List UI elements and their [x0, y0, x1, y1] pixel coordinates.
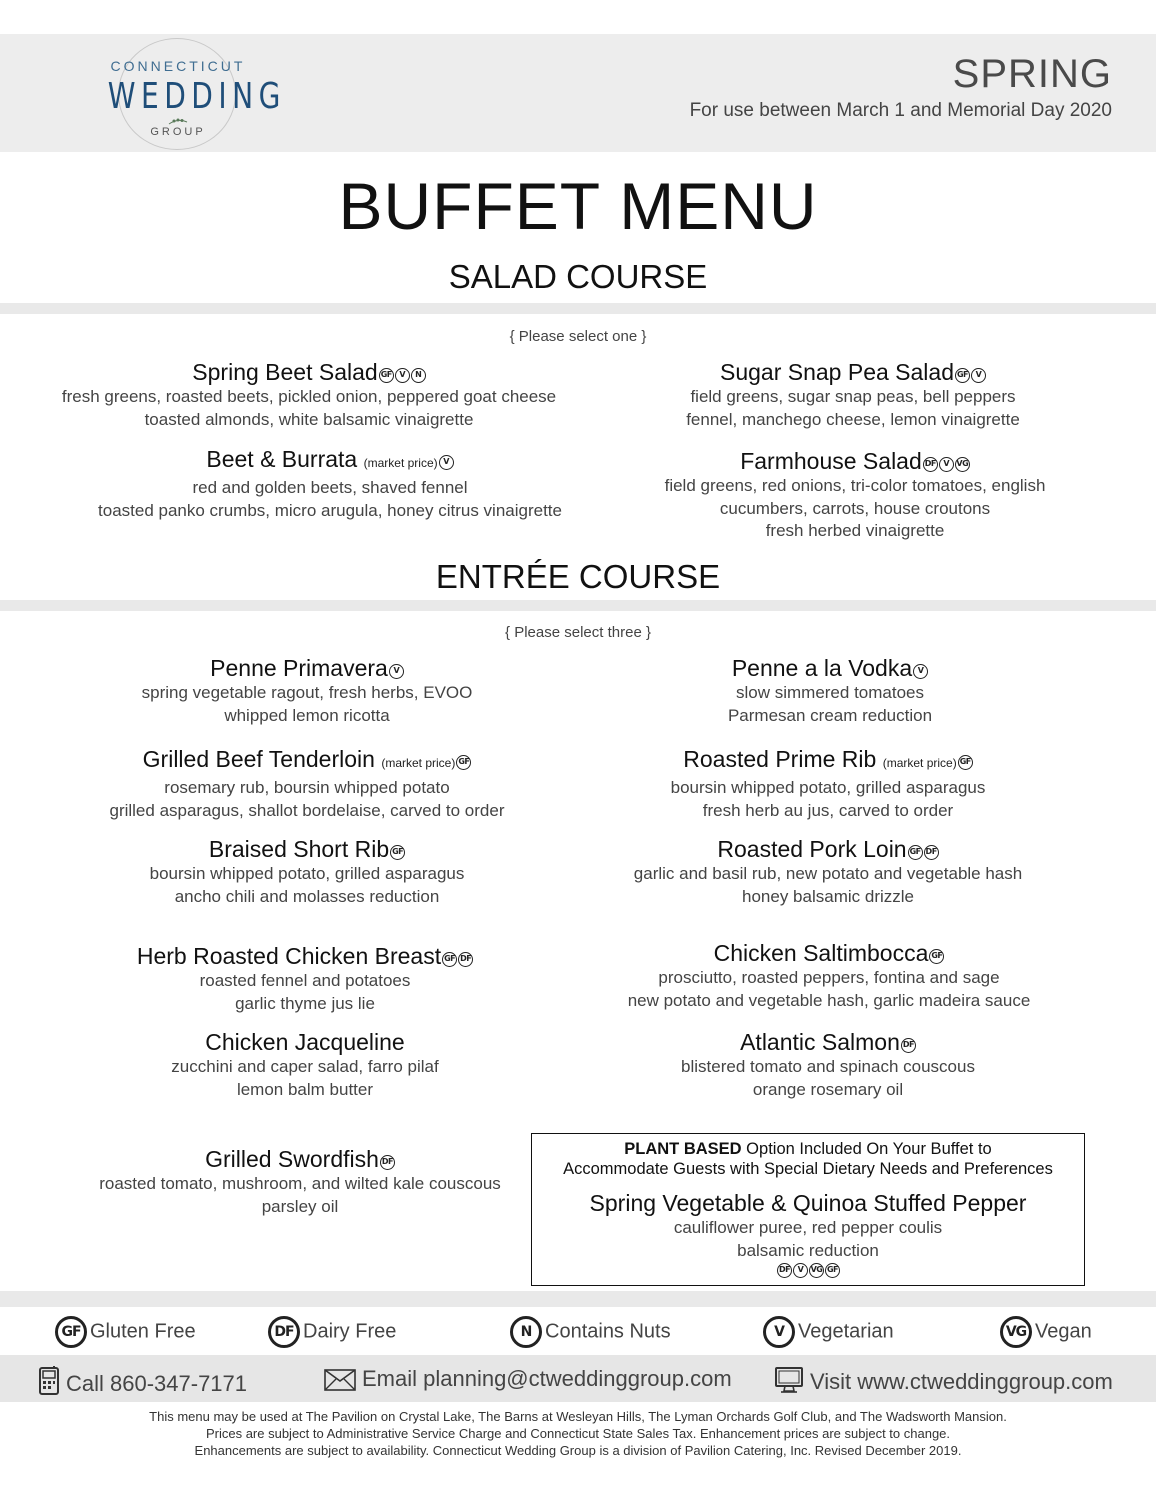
- salad-course-divider: [0, 303, 1156, 314]
- legend-label: Gluten Free: [90, 1320, 196, 1343]
- entree-select-note: { Please select three }: [505, 624, 651, 641]
- n-badge-icon: N: [510, 1316, 542, 1348]
- item-description-line: rosemary rub, boursin whipped potato: [164, 778, 450, 797]
- entree-item-title: [528, 745, 1128, 777]
- plant-item-desc-2: balsamic reduction: [737, 1240, 879, 1260]
- salad-item-sugar-snap-pea-salad: [553, 358, 1153, 431]
- item-description-line: roasted fennel and potatoes: [199, 971, 411, 990]
- season-name: SPRING: [952, 52, 1112, 96]
- item-description-line: field greens, sugar snap peas, bell peppers: [690, 387, 1016, 406]
- gf-badge-icon: GF: [55, 1316, 87, 1348]
- salad-item-title: [30, 445, 630, 477]
- item-name: Roasted Pork Loin: [717, 836, 907, 862]
- item-name: Penne Primavera: [210, 655, 388, 681]
- vg-badge-icon: VG: [1000, 1316, 1032, 1348]
- item-description-line: field greens, red onions, tri-color tomatoes, english: [664, 476, 1046, 495]
- item-description-line: fresh herbed vinaigrette: [765, 521, 945, 540]
- legend-label: Vegan: [1035, 1320, 1092, 1343]
- contact-email: [324, 1366, 732, 1392]
- v-badge-icon: V: [939, 457, 954, 472]
- phone-icon: [38, 1366, 60, 1396]
- df-badge-icon: DF: [924, 845, 939, 860]
- gf-badge-icon: GF: [442, 952, 457, 967]
- entree-item-penne-primavera: [7, 654, 607, 727]
- legend-vegan: [1000, 1316, 1092, 1348]
- company-logo: [88, 38, 286, 150]
- item-description-line: blistered tomato and spinach couscous: [681, 1057, 975, 1076]
- header-band: [0, 34, 1156, 152]
- item-description-line: toasted almonds, white balsamic vinaigrette: [144, 409, 474, 429]
- df-badge-icon: DF: [901, 1038, 916, 1053]
- item-name: Grilled Beef Tenderloin: [142, 746, 375, 772]
- entree-item-braised-short-rib: [7, 835, 607, 908]
- entree-item-title: [7, 654, 607, 682]
- gf-badge-icon: GF: [929, 949, 944, 964]
- contact-visit: [774, 1366, 1113, 1395]
- item-name: Atlantic Salmon: [740, 1029, 900, 1055]
- item-description-line: new potato and vegetable hash, garlic madeira sauce: [627, 990, 1031, 1010]
- item-description-line: ancho chili and molasses reduction: [174, 886, 440, 906]
- item-description-line: roasted tomato, mushroom, and wilted kale couscous: [99, 1174, 501, 1193]
- footer-line-2: Prices are subject to Administrative Service Charge and Connecticut State Sales Tax. Enhancement prices are subject to change.: [205, 1426, 951, 1441]
- logo-bottom-text: GROUP: [150, 126, 206, 138]
- entree-item-penne-a-la-vodka: [530, 654, 1130, 727]
- gf-badge-icon: GF: [825, 1263, 840, 1278]
- entree-item-grilled-beef-tenderloin: [7, 745, 607, 822]
- item-name: Chicken Jacqueline: [205, 1029, 405, 1055]
- item-description-line: garlic thyme jus lie: [235, 993, 375, 1013]
- plant-item-badges: [532, 1262, 1084, 1280]
- footer-line-3: Enhancements are subject to availability. Connecticut Wedding Group is a division of Pavilion Catering, Inc. Revised December 2019.: [194, 1443, 962, 1458]
- market-price-note: (market price): [381, 756, 456, 770]
- entree-item-herb-roasted-chicken-breast: [5, 942, 605, 1015]
- legend-divider: [0, 1291, 1156, 1307]
- item-description-line: fresh greens, roasted beets, pickled onion, peppered goat cheese: [61, 387, 557, 406]
- legend-label: Dairy Free: [303, 1320, 397, 1343]
- item-name: Roasted Prime Rib: [683, 746, 877, 772]
- entree-item-title: [528, 835, 1128, 863]
- legend-vegetarian: [763, 1316, 894, 1348]
- envelope-icon: [324, 1369, 356, 1391]
- market-price-note: (market price): [882, 756, 957, 770]
- contact-email-text[interactable]: Email planning@ctweddinggroup.com: [362, 1366, 732, 1391]
- season-range: For use between March 1 and Memorial Day 2020: [689, 100, 1112, 121]
- df-badge-icon: DF: [458, 952, 473, 967]
- plant-based-box: [531, 1133, 1085, 1286]
- item-description-line: orange rosemary oil: [752, 1079, 904, 1099]
- salad-item-farmhouse-salad: [555, 447, 1155, 543]
- entree-item-title: [5, 942, 605, 970]
- sprig-icon: [168, 116, 188, 126]
- entree-item-roasted-prime-rib: [528, 745, 1128, 822]
- legend-gluten-free: [55, 1316, 196, 1348]
- entree-item-atlantic-salmon: [528, 1028, 1128, 1101]
- item-description-line: zucchini and caper salad, farro pilaf: [171, 1057, 439, 1076]
- item-name: Spring Beet Salad: [192, 359, 378, 385]
- plant-intro-line-2: Accommodate Guests with Special Dietary Needs and Preferences: [563, 1159, 1053, 1178]
- gf-badge-icon: GF: [958, 755, 973, 770]
- page-title: BUFFET MENU: [338, 169, 818, 243]
- plant-intro-line-1: [532, 1140, 1084, 1160]
- legend-dairy-free: [268, 1316, 396, 1348]
- contact-call: [38, 1366, 247, 1397]
- contact-call-text[interactable]: Call 860-347-7171: [66, 1371, 248, 1396]
- item-description-line: honey balsamic drizzle: [742, 886, 914, 906]
- entree-item-roasted-pork-loin: [528, 835, 1128, 908]
- entree-item-grilled-swordfish: [0, 1145, 600, 1218]
- entree-item-title: [7, 745, 607, 777]
- entree-item-title: [529, 939, 1129, 967]
- item-description-line: red and golden beets, shaved fennel: [192, 478, 468, 497]
- salad-item-title: [9, 358, 609, 386]
- salad-item-title: [555, 447, 1155, 475]
- salad-course-heading: SALAD COURSE: [448, 258, 708, 295]
- vg-badge-icon: VG: [955, 457, 970, 472]
- item-description-line: boursin whipped potato, grilled asparagus: [149, 864, 465, 883]
- legend-label: Vegetarian: [798, 1320, 894, 1343]
- gf-badge-icon: GF: [908, 845, 923, 860]
- item-name: Chicken Saltimbocca: [713, 940, 929, 966]
- entree-item-title: [5, 1028, 605, 1056]
- item-name: Sugar Snap Pea Salad: [719, 359, 954, 385]
- item-description-line: fresh herb au jus, carved to order: [702, 800, 954, 820]
- item-name: Grilled Swordfish: [205, 1146, 379, 1172]
- item-description-line: whipped lemon ricotta: [224, 705, 390, 725]
- legend-label: Contains Nuts: [545, 1320, 671, 1343]
- df-badge-icon: DF: [777, 1263, 792, 1278]
- item-name: Braised Short Rib: [208, 836, 390, 862]
- gf-badge-icon: GF: [379, 368, 394, 383]
- item-name: Beet & Burrata: [206, 446, 358, 472]
- salad-item-title: [553, 358, 1153, 386]
- item-description-line: parsley oil: [261, 1196, 339, 1216]
- entree-item-title: [530, 654, 1130, 682]
- v-badge-icon: V: [395, 368, 410, 383]
- item-description-line: toasted panko crumbs, micro arugula, honey citrus vinaigrette: [98, 500, 562, 520]
- entree-item-title: [528, 1028, 1128, 1056]
- item-description-line: prosciutto, roasted peppers, fontina and sage: [658, 968, 1000, 987]
- v-badge-icon: V: [763, 1316, 795, 1348]
- contact-visit-text[interactable]: Visit www.ctweddinggroup.com: [810, 1369, 1113, 1394]
- gf-badge-icon: GF: [955, 368, 970, 383]
- item-description-line: garlic and basil rub, new potato and vegetable hash: [633, 864, 1023, 883]
- entree-item-title: [7, 835, 607, 863]
- item-description-line: lemon balm butter: [236, 1079, 374, 1099]
- item-name: Herb Roasted Chicken Breast: [136, 943, 442, 969]
- plant-based-bold: PLANT BASED: [624, 1140, 742, 1158]
- logo-top-text: CONNECTICUT: [110, 58, 246, 74]
- market-price-note: (market price): [363, 456, 438, 470]
- item-description-line: grilled asparagus, shallot bordelaise, carved to order: [109, 800, 505, 820]
- v-badge-icon: V: [389, 664, 404, 679]
- v-badge-icon: V: [793, 1263, 808, 1278]
- vg-badge-icon: VG: [809, 1263, 824, 1278]
- footer-line-1: This menu may be used at The Pavilion on Crystal Lake, The Barns at Wesleyan Hills, The Lyman Orchards Golf Club, and The Wadsworth Mansion.: [149, 1409, 1007, 1424]
- item-description-line: spring vegetable ragout, fresh herbs, EVOO: [141, 683, 473, 702]
- df-badge-icon: DF: [380, 1155, 395, 1170]
- v-badge-icon: V: [913, 664, 928, 679]
- entree-item-title: [0, 1145, 600, 1173]
- plant-intro-rest: Option Included On Your Buffet to: [741, 1140, 992, 1158]
- salad-select-note: { Please select one }: [509, 328, 647, 345]
- v-badge-icon: V: [439, 455, 454, 470]
- df-badge-icon: DF: [268, 1316, 300, 1348]
- entree-course-divider: [0, 600, 1156, 611]
- entree-course-heading: ENTRÉE COURSE: [435, 558, 721, 595]
- salad-item-spring-beet-salad: [9, 358, 609, 431]
- salad-item-beet-burrata: [30, 445, 630, 522]
- n-badge-icon: N: [411, 368, 426, 383]
- item-description-line: fennel, manchego cheese, lemon vinaigrette: [686, 409, 1020, 429]
- item-description-line: boursin whipped potato, grilled asparagus: [670, 778, 986, 797]
- entree-item-chicken-jacqueline: [5, 1028, 605, 1101]
- item-description-line: cucumbers, carrots, house croutons: [719, 498, 991, 518]
- v-badge-icon: V: [971, 368, 986, 383]
- item-name: Penne a la Vodka: [731, 655, 913, 681]
- gf-badge-icon: GF: [456, 755, 471, 770]
- item-description-line: slow simmered tomatoes: [735, 683, 924, 702]
- entree-item-chicken-saltimbocca: [529, 939, 1129, 1012]
- item-description-line: Parmesan cream reduction: [727, 705, 933, 725]
- computer-monitor-icon: [774, 1366, 804, 1394]
- gf-badge-icon: GF: [390, 845, 405, 860]
- plant-item-name: Spring Vegetable & Quinoa Stuffed Pepper: [589, 1190, 1027, 1216]
- plant-item-desc-1: cauliflower puree, red pepper coulis: [673, 1218, 943, 1237]
- legend-contains-nuts: [510, 1316, 671, 1348]
- item-name: Farmhouse Salad: [740, 448, 922, 474]
- logo-main-text: WEDDING: [107, 76, 286, 117]
- df-badge-icon: DF: [923, 457, 938, 472]
